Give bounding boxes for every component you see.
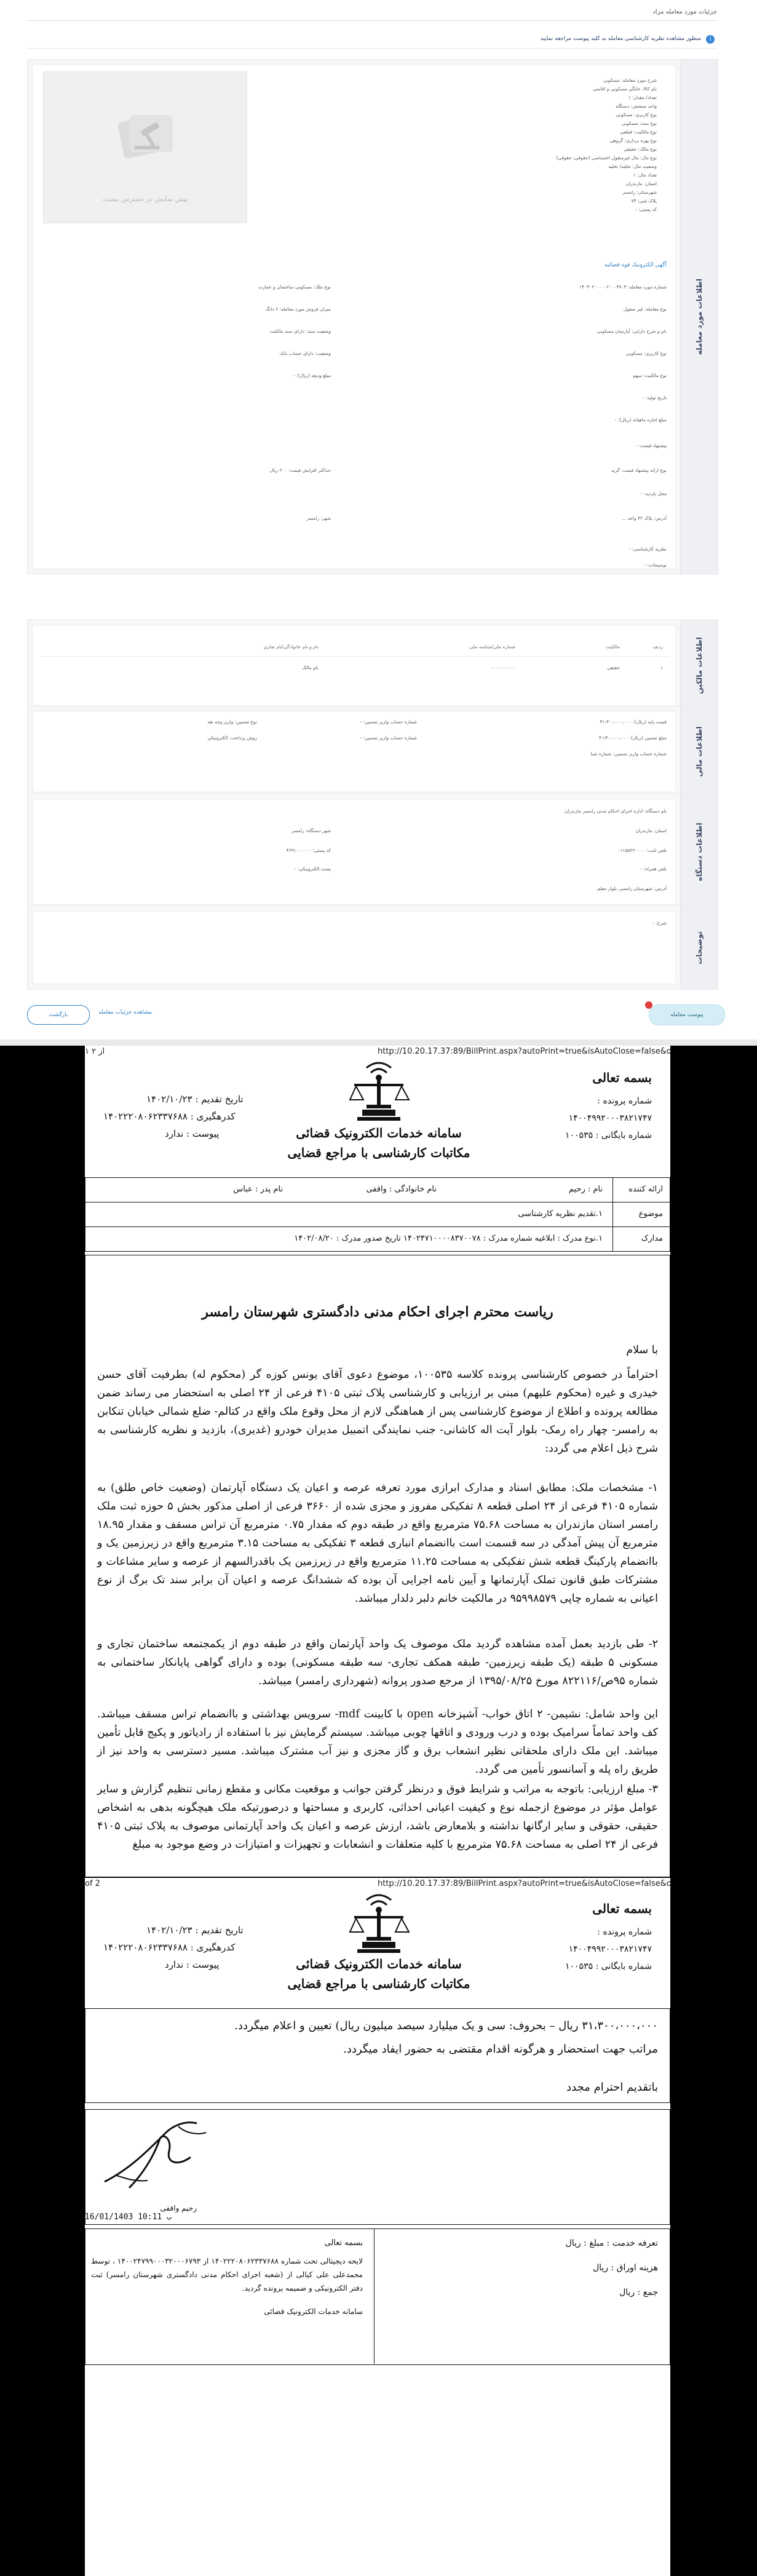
financial-line: شماره حساب واریز تضمین: شماره شبا (590, 751, 667, 757)
org-line-2: مکاتبات کارشناسی با مراجع قضایی (287, 1145, 470, 1160)
right-field: شماره مورد معامله: ۱۴۰۳۰۲۰۰۰۰۰۲۰۰۰۳۷۰۳ (579, 284, 667, 290)
right-field: نوع ارائه پیشنهاد قیمت: گرید (611, 467, 667, 473)
owners-header-row-no: ردیف (652, 644, 663, 650)
summary-line: نوع مال: مال غیرمنقول اختصاصی (حقوقی، حقوقی) (556, 155, 657, 161)
financial-line: شماره حساب واریز تضمین: - (360, 735, 417, 741)
subject-label: موضوع (638, 1209, 663, 1218)
footer-divider (374, 2228, 375, 2364)
info-notice (27, 34, 717, 49)
financial-section (27, 706, 718, 798)
summary-line: تعداد مال: ۱ (633, 172, 657, 178)
left-field: وضعیت سند: دارای سند مالکیت (269, 328, 331, 334)
fee-total: جمع : ریال (619, 2288, 658, 2297)
summary-line: پلاک ثبتی: ۷۴ (631, 198, 657, 204)
submit-date: تاریخ تقدیم : ۱۴۰۲/۱۰/۲۳ (146, 1094, 244, 1105)
page-url: http://10.20.17.37:89/BillPrint.aspx?autoPrint=true&isAutoClose=false&o (378, 1879, 672, 1888)
paragraph-2: ۱- مشخصات ملک: مطابق اسناد و مدارک ابرازی مورد تعرفه عرصه و اعیان یک دستگاه آپارتمان (وضعیت خاص طلق) به شماره ۴۱۰۵ فرعی از ۲۴ اصلی قطعه ۸ تفکیکی مفروز و مجزی شده از ۳۶۶۰ فرعی از اصلی مذکور بخش ۵ حوزه ثبت ملک رامسر استان مازندران به مساحت ۷۵.۶۸ مترمربع واقع در طبقه دوم که مقدار ۰.۷۵ مترمربع آن تراس مسقف و مقدار ۱۸.۹۵ مترمربع آن پیش آمدگی در سه قسمت است باانضمام انباری قطعه ۳ تفکیکی به مساحت ۳.۱۵ مترمربع واقع در زیرزمین یک و باانضمام پارکینگ قطعه شش تفکیکی به مساحت ۱۱.۲۵ مترمربع واقع در زیرزمین یک باقدرالسهم از عرصه و سایر مشاعات و مشترکات طبق قانون تملک آپارتمانها و آیین نامه اجرایی آن بوده که ششدانگ عرصه و اعیان آن برابر سند تک برگ از نوع اعیانی به شماره چاپی ۹۵۹۹۸۵۷۹ در مالکیت خانم دلبر دلدار میباشد. (97, 1482, 659, 1605)
owners-section (27, 619, 718, 712)
recipient-name: نام : رحیم (568, 1185, 603, 1194)
document-page-2 (85, 1878, 670, 2576)
financial-line: قیمت پایه (ریال): ۳۱،۳۰۰،۰۰۰،۰۰۰ (600, 719, 667, 725)
basmeh: بسمه تعالی (592, 1901, 652, 1916)
sign-timestamp: 16/01/1403 10:11 ب (85, 2212, 172, 2222)
right-field: نام و شرح دارایی: آپارتمان مسکونی (596, 328, 667, 334)
paragraph-5: ۳- مبلغ ارزیابی: باتوجه به مراتب و شرایط فوق و درنظر گرفتن جوانب و موقعیت مکانی و مقطع زمانی تنظیم گزارش و سایر عوامل مؤثر در موضوع ازجمله نوع و کیفیت اعیانی احداثی، کاربری و مساحتها و درصورتیکه ملک هیچگونه بدهی به اشخاص حقیقی، حقوقی و سایر ارگانها نداشته و بلامعارض باشد، ارزش عرصه و اعیان یک واحد آپارتمانی موصوف به پلاک ثبتی ۴۱۰۵ فرعی از ۲۴ اصلی به مساحت ۷۵.۶۸ مترمربع با کلیه متعلقات و انشعابات و تجهیزات و امتیازات در وضع موجود به مبلغ (97, 1783, 658, 1851)
case-no-label: شماره پرونده : (597, 1927, 652, 1937)
device-section-title: اطلاعات دستگاه (680, 794, 718, 910)
summary-line: شهرستان: رامسر (622, 189, 657, 195)
attachment-status: پیوست : ندارد (165, 1959, 220, 1970)
gavel-image-icon (117, 109, 176, 164)
valuation-result: ۳۱،۳۰۰،۰۰۰،۰۰۰ ریال – بحروف: سی و یک میلیارد سیصد میلیون ریال) تعیین و اعلام میگردد. (234, 2019, 658, 2032)
financial-line: شماره حساب واریز تضمین: - (360, 719, 417, 725)
tracking-code: کدرهگیری : ۱۴۰۲۲۲۰۸۰۶۲۳۳۷۶۸۸ (103, 1942, 236, 1953)
notes-section-title: توضیحات (680, 906, 718, 989)
left-field: میزان فروش مورد معامله: ۶ دانگ (265, 306, 331, 312)
summary-line: نوع سند: مسکونی (621, 121, 657, 126)
tracking-code: کدرهگیری : ۱۴۰۲۲۲۰۸۰۶۲۳۳۷۶۸۸ (103, 1111, 236, 1122)
footer-title: بسمه تعالی (324, 2238, 363, 2248)
signature-image-icon (92, 2114, 215, 2200)
closing-respect: باتقدیم احترام مجدد (566, 2081, 658, 2094)
attachment-button[interactable]: پیوست معامله (649, 1004, 725, 1025)
device-line: استان: مازندران (635, 828, 667, 833)
summary-line: نوع مالکیت: قطعی (620, 129, 657, 135)
owners-section-title: اطلاعات مالکین (680, 620, 718, 711)
summary-line: استان: مازندران (625, 181, 657, 186)
financial-section-title: اطلاعات مالی (680, 706, 718, 797)
transaction-details-link[interactable]: مشاهده جزئیات معامله (98, 1009, 152, 1016)
info-icon: i (706, 35, 715, 44)
device-line: کد پستی: ۴۶۹۱۰۰۰۰۰۰ (286, 848, 331, 853)
item-photo-placeholder (43, 71, 247, 223)
financial-line: روش پرداخت: الکترونیکی (207, 735, 257, 741)
table-divider (85, 1226, 670, 1227)
device-line: آدرس: شهرستان رامسر، بلوار معلم (597, 886, 667, 891)
paragraph-1: احتراماً در خصوص کارشناسی پرونده کلاسه ۱۰۰۵۳۵، موضوع دعوی آقای یونس کوزه گر (محکوم له) بطرفیت آقای حسن خیدری و غیره (محکوم علیهم) مبنی بر ارزیابی و کارشناسی پلاک ثبتی ۴۱۰۵ فرعی از ۲۴ اصلی به استحضار می رساند ضمن مطالعه پرونده و اطلاع از موضوع کارشناسی پس از هماهنگی لازم از محل وقوع ملک واقع در کتالم- ضلع شمالی خیابان تنکابن به رامسر- چهار راه رمک- بلوار آیت اله کاشانی- جنب نمایندگی اتمبیل مدیران خودرو (غدیری)، بازدید و نظریه کارشناسی به شرح ذیل اعلام می گردد: (97, 1369, 658, 1455)
right-field: نوع مالکیت: سهم (633, 373, 667, 378)
page-title: جزئیات مورد معامله مزاد (652, 9, 717, 15)
basmeh: بسمه تعالی (592, 1070, 652, 1085)
paragraph-4: این واحد شامل: نشیمن- ۲ اتاق خواب- آشپزخانه open با کابینت mdf- سرویس بهداشتی و باانضمام تراس مسقف میباشد. کف واحد تماماً سرامیک بوده و درب ورودی و اتاقها چوبی میباشد. سیستم گرمایش نیز با استفاده از رادیاتور و پکیج قابل تأمین میباشد. این ملک دارای ملحقاتی نظیر انشعاب برق و گاز مجزی و نیز آب مشترک میباشد. مسیر دسترسی به واحد نیز از طریق راه پله و آسانسور تأمین می گردد. (97, 1708, 658, 1776)
judiciary-emblem-icon (339, 1057, 419, 1123)
device-line: شهر دستگاه: رامسر (291, 828, 331, 833)
summary-line: نوع کاربری: مسکونی (616, 112, 657, 117)
financial-body (33, 711, 676, 792)
recipient-label: ارائه کننده (628, 1185, 663, 1194)
org-line-1: سامانه خدمات الکترونیک قضائی (296, 1957, 462, 1971)
device-body (33, 799, 676, 905)
summary-line: نوع بهره برداری: گروهی (609, 138, 657, 143)
scrollbar-strip[interactable] (0, 1040, 757, 1046)
header-divider (27, 20, 717, 21)
footer-sign: سامانه خدمات الکترونیک قضائی (264, 2307, 363, 2316)
device-line: تلفن ثابت: ۰۱۱۵۵۲۲۰۰۰۰ (617, 848, 667, 853)
fee-cost: هزینه اوراق : ریال (592, 2263, 658, 2273)
notes-line: شرح: - (652, 920, 667, 926)
summary-line: نوع مالک: حقیقی (624, 146, 657, 152)
greeting: با سلام (626, 1344, 658, 1356)
left-field: وضعیت: دارای حساب بانک (279, 351, 331, 356)
right-field: تاریخ تولید: - (642, 395, 667, 400)
owners-cell: ۰۰۰۰۰۰۰۰۰۰ (490, 665, 515, 670)
org-line-1: سامانه خدمات الکترونیک قضائی (296, 1126, 462, 1140)
owners-table (33, 625, 676, 706)
summary-line: واحد سنجش: دستگاه (616, 103, 657, 109)
left-field: حداکثر افزایش قیمت: ۲۰۰ ریال (269, 467, 331, 473)
fee-label: تعرفه خدمت : مبلغ : ریال (565, 2238, 658, 2248)
device-line: پست الکترونیکی: - (294, 866, 331, 872)
case-details-body (33, 65, 676, 569)
archive-no: شماره بایگانی : ۱۰۰۵۳۵ (565, 1962, 652, 1971)
footer-box (85, 2228, 670, 2365)
page-number: ۱ از ۲ (85, 1047, 105, 1056)
table-divider (612, 1177, 613, 1251)
transaction-details-app (0, 0, 757, 1046)
summary-line: شرح مورد معامله: مسکونی (603, 78, 657, 83)
right-field: محل بازدید: - (641, 491, 667, 496)
back-button[interactable]: بازگشت (27, 1005, 90, 1025)
case-no: ۱۴۰۰۴۹۹۲۰۰۰۳۸۲۱۷۴۷ (568, 1113, 652, 1123)
owners-header-ownership: مالکیت (606, 644, 620, 650)
archive-no: شماره بایگانی : ۱۰۰۵۳۵ (565, 1131, 652, 1140)
right-field: توضیحات: - (644, 562, 667, 568)
owners-divider (39, 656, 669, 657)
attachment-status: پیوست : ندارد (165, 1128, 220, 1139)
right-field: نوع کاربری: مسکونی (625, 351, 667, 356)
docs: ۱.نوع مدرک : ابلاغیه شماره مدرک : ۱۴۰۲۴۷۱۰۰۰۰۸۳۷۰۰۷۸ تاریخ صدور مدرک : ۱۴۰۲/۰۸/۲۰ (294, 1234, 603, 1243)
submit-date: تاریخ تقدیم : ۱۴۰۲/۱۰/۲۳ (146, 1925, 244, 1936)
court-ad-link[interactable]: آگهی الکترونیک قوه قضائیه (604, 262, 667, 268)
right-field: نظریه کارشناسی: - (628, 546, 667, 552)
paragraph-3: ۲- طی بازدید بعمل آمده مشاهده گردید ملک موصوف یک واحد آپارتمان واقع در طبقه دوم از یکمجتمعه ساختمان تجاری و مسکونی ۵ طبقه (یک طبقه زیرزمین- طبقه همکف تجاری- سه طبقه مسکونی) بوده و دارای گواهی پایانکار ساختمانی به شماره ۹۵ص/۸۲۲۱۱۶ مورخ ۱۳۹۵/۰۸/۲۵ از مرجع صدور پروانه (شهرداری رامسر) میباشد. (97, 1638, 658, 1687)
photo-placeholder-text: پیش نمایش در دسترس نیست (102, 195, 188, 203)
summary-line: کد پستی: - (635, 207, 657, 212)
right-field: پیشنهاد قیمت: - (636, 443, 667, 448)
left-field: شهر: رامسر (306, 515, 331, 521)
device-line: تلفن همراه: - (640, 866, 667, 872)
signer-name: رحیم واقفی (160, 2204, 197, 2212)
summary-line: وضعیت مال: تخلیه/ تخلیه (608, 164, 657, 169)
recipient-father-name: نام پدر : عباس (233, 1185, 283, 1194)
subject: ۱.تقدیم نظریه کارشناسی (518, 1209, 603, 1218)
footer-text: لایحه دیجیتالی تحت شماره ۱۴۰۲۲۲۰۸۰۶۲۳۳۷۶۸۸ از ۱۴۰۰۲۴۷۹۹۰۰۰۳۲۰۰۰۶۷۹۳ ، توسط محمدعلی علی کیالی از (شعبه اجرای احکام مدنی دادگستری شهرستان رامسر) ثبت دفتر الکترونیکی و ضمیمه پرونده گردید. (91, 2257, 363, 2292)
left-field: مبلغ ودیعه (ریال): - (293, 373, 331, 378)
recipient-family: نام خانوادگی : واقفی (366, 1185, 437, 1194)
summary-line: تعداد/ مقدار: ۱ (628, 95, 657, 100)
docs-label: مدارک (641, 1234, 663, 1243)
notes-section (27, 905, 718, 990)
notes-body (33, 911, 676, 984)
case-no-label: شماره پرونده : (597, 1096, 652, 1106)
pdf-viewer (0, 1046, 757, 2576)
org-line-2: مکاتبات کارشناسی با مراجع قضایی (287, 1976, 470, 1991)
page-number: of 2 (85, 1879, 100, 1888)
right-field: نوع معامله: غیر منقول (623, 306, 667, 312)
right-field: مبلغ اجاره ماهیانه (ریال): - (614, 417, 667, 423)
owners-header-national-id: شماره ملی/شناسه ملی (469, 644, 515, 650)
owners-header-name: نام و نام خانوادگی/نام تجاری (263, 644, 319, 650)
financial-line: مبلغ تضمین (ریال): ۳،۱۳۰،۰۰۰،۰۰۰ (598, 735, 667, 741)
owners-cell: ۱ (660, 665, 663, 670)
judiciary-emblem-icon (339, 1889, 419, 1955)
case-no: ۱۴۰۰۴۹۹۲۰۰۰۳۸۲۱۷۴۷ (568, 1944, 652, 1954)
closing-paragraph: مراتب جهت استحضار و هرگونه اقدام مقتضی به حضور ایفاد میگردد. (343, 2043, 658, 2056)
device-line: نام دستگاه: اداره اجرای احکام مدنی رامسر مازندران (564, 808, 667, 814)
financial-line: نوع تضمین: واریز وجه نقد (207, 719, 257, 725)
info-notice-text: منظور مشاهده نظریه کارشناسی معامله به کلید پیوست مراجعه نمایید (540, 36, 701, 42)
owners-cell: نام مالک (302, 665, 319, 670)
table-divider (85, 1202, 670, 1203)
case-details-section-title: اطلاعات مورد معامله (680, 60, 718, 574)
letter-title: ریاست محترم اجرای احکام مدنی دادگستری شهرستان رامسر (202, 1304, 553, 1320)
case-details-section (27, 59, 718, 574)
device-section (27, 793, 718, 910)
summary-line: نام کالا: خانگی مسکونی و اقامتی (592, 86, 657, 92)
right-field: آدرس: پلاک ۴۲ واحد ... (621, 515, 667, 521)
owners-cell: حقیقی (607, 665, 620, 670)
document-page-1 (85, 1046, 670, 1877)
page-url: http://10.20.17.37:89/BillPrint.aspx?autoPrint=true&isAutoClose=false&o (378, 1047, 672, 1056)
left-field: نوع ملک: مسکونی ساختمان و عمارت (258, 284, 331, 290)
